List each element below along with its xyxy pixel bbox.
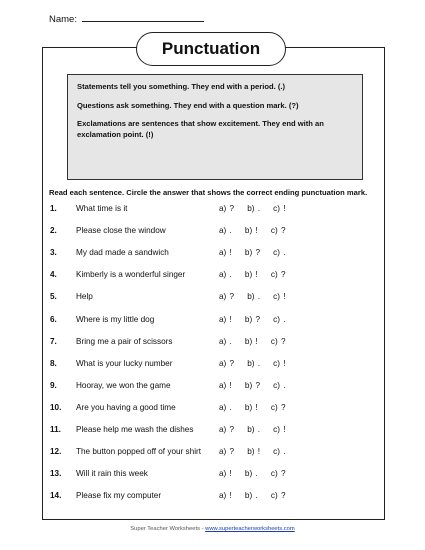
footer-link[interactable]: www.superteacherworksheets.com <box>205 526 295 532</box>
instructions: Read each sentence. Circle the answer that shows the correct ending punctuation mark. <box>49 188 368 197</box>
question-text: Help <box>76 292 93 302</box>
name-label: Name: <box>49 14 77 25</box>
question-row <box>49 467 379 481</box>
rule-questions: Questions ask something. They end with a question mark. (?) <box>77 100 299 110</box>
name-blank-line[interactable] <box>82 12 204 22</box>
question-text: The button popped off of your shirt <box>76 447 202 457</box>
rules-box <box>67 74 363 180</box>
answer-choices[interactable]: a) . b) ! c) ? <box>219 336 286 346</box>
question-row <box>49 335 379 349</box>
question-row <box>49 379 379 393</box>
footer <box>0 526 425 532</box>
question-number: 8. <box>50 358 57 368</box>
question-number: 1. <box>50 204 57 213</box>
question-text: Hooray, we won the game <box>76 380 171 390</box>
question-text: Please fix my computer <box>76 491 162 501</box>
question-number: 14. <box>50 491 62 501</box>
answer-choices[interactable]: a) ! b) ? c) . <box>219 314 286 324</box>
question-row <box>49 224 379 238</box>
question-number: 4. <box>50 270 57 280</box>
question-number: 7. <box>50 336 57 346</box>
question-text: Please help me wash the dishes <box>76 425 194 434</box>
question-number: 2. <box>50 226 57 236</box>
question-text: Kimberly is a wonderful singer <box>76 270 186 280</box>
question-text: Where is my little dog <box>76 314 155 324</box>
question-row <box>49 423 379 437</box>
answer-choices[interactable]: a) ? b) . c) ! <box>219 204 286 213</box>
question-row <box>49 246 379 260</box>
question-number: 5. <box>50 292 57 302</box>
question-number: 12. <box>50 447 62 457</box>
footer-text: Super Teacher Worksheets - <box>130 526 206 532</box>
answer-choices[interactable]: a) ! b) ? c) . <box>219 248 286 258</box>
question-number: 10. <box>50 402 62 412</box>
question-row <box>49 313 379 327</box>
answer-choices[interactable]: a) ? b) . c) ! <box>219 425 286 434</box>
answer-choices[interactable]: a) ! b) . c) ? <box>219 491 286 501</box>
answer-choices[interactable]: a) ! b) . c) ? <box>219 469 286 479</box>
question-number: 3. <box>50 248 57 258</box>
name-field <box>49 12 204 25</box>
question-row <box>49 401 379 415</box>
question-number: 9. <box>50 380 57 390</box>
question-row <box>49 445 379 459</box>
rule-statements: Statements tell you something. They end with a period. (.) <box>77 82 286 91</box>
question-number: 6. <box>50 314 57 324</box>
question-text: My dad made a sandwich <box>76 248 169 258</box>
question-text: Bring me a pair of scissors <box>76 336 173 346</box>
question-row <box>49 290 379 304</box>
answer-choices[interactable]: a) ? b) ! c) . <box>219 447 286 457</box>
question-number: 11. <box>50 425 61 434</box>
question-text: What is your lucky number <box>76 358 173 368</box>
answer-choices[interactable]: a) . b) ! c) ? <box>219 226 286 236</box>
question-row <box>49 357 379 371</box>
question-row <box>49 268 379 282</box>
question-row <box>49 489 379 503</box>
question-number: 13. <box>50 469 62 479</box>
answer-choices[interactable]: a) . b) ! c) ? <box>219 270 286 280</box>
question-row <box>49 202 379 216</box>
question-text: What time is it <box>76 204 128 213</box>
answer-choices[interactable]: a) ! b) ? c) . <box>219 380 286 390</box>
question-text: Are you having a good time <box>76 402 176 412</box>
question-text: Please close the window <box>76 226 166 236</box>
answer-choices[interactable]: a) ? b) . c) ! <box>219 358 286 368</box>
question-text: Will it rain this week <box>76 469 148 479</box>
page-title: Punctuation <box>136 32 286 66</box>
answer-choices[interactable]: a) ? b) . c) ! <box>219 292 286 302</box>
rule-exclamations: Exclamations are sentences that show excitement. They end with an exclamation point. (!) <box>77 119 324 139</box>
answer-choices[interactable]: a) . b) ! c) ? <box>219 402 286 412</box>
